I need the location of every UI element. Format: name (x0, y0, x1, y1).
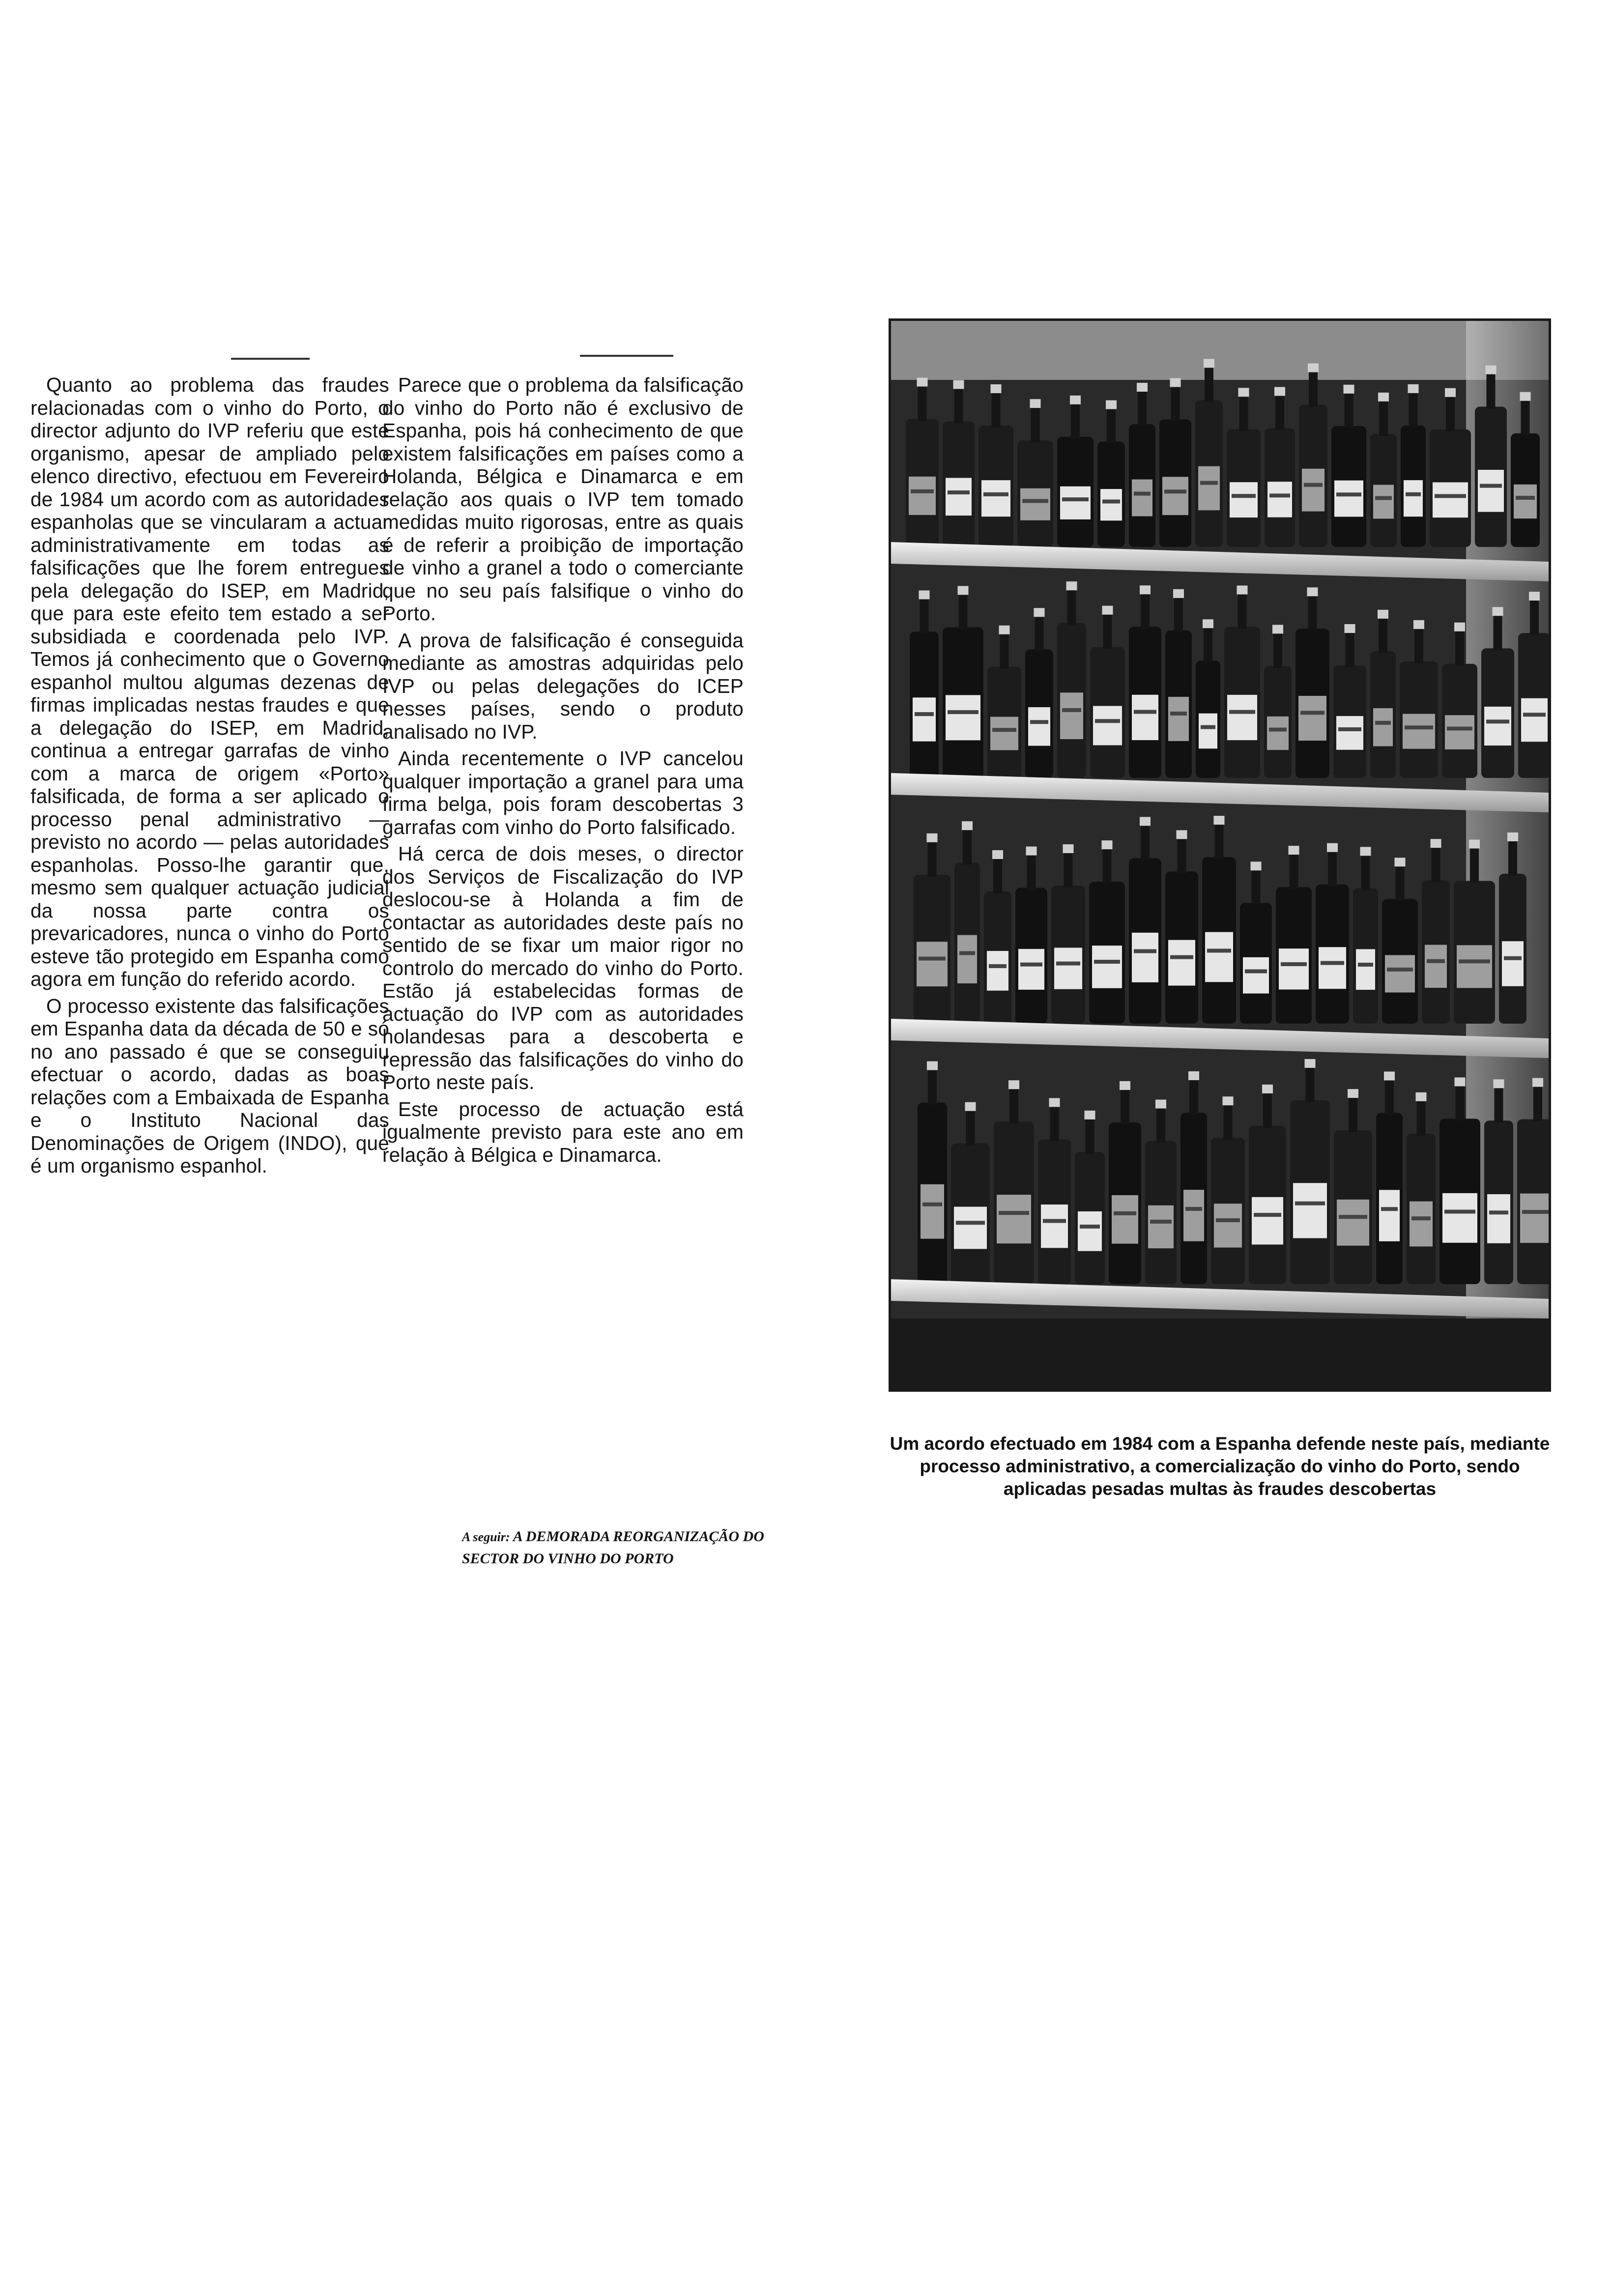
photo-caption: Um acordo efectuado em 1984 com a Espanha defende neste país, mediante processo administrativo, a comercialização do vinho do Porto, sendo aplicadas pesadas multas às fraudes descobertas (890, 1434, 1550, 1499)
bottle-neck (1456, 1084, 1465, 1120)
bottle-cap (1155, 1100, 1166, 1109)
next-part-label: A seguir: (462, 1530, 510, 1544)
bottle-cap (1049, 1098, 1060, 1107)
bottle-neck (1495, 1086, 1503, 1122)
bottle-label-stripe (1062, 708, 1081, 712)
bottle-neck (966, 1109, 975, 1146)
bottle-neck (928, 1068, 937, 1105)
bottle-label (1100, 489, 1122, 520)
article-paragraph: Ainda recentemente o IVP cancelou qualquer importação a granel para uma firma belga, pois foram descobertas 3 garrafas com vinho do Porto falsificado. (382, 747, 744, 838)
bottle-neck (1107, 407, 1116, 443)
bottle-cap (1204, 359, 1214, 368)
bottle-label (1520, 1194, 1549, 1243)
bottle-label (981, 480, 1010, 517)
bottle-neck (1396, 864, 1405, 901)
bottle-neck (1328, 850, 1337, 887)
article-paragraph: Quanto ao problema das fraudes relacionadas com o vinho do Porto, o director adjunto do IVP referiu que este organismo, apesar de ampliado pelo elenco directivo, efectuou em Fevereiro de 1984 um acordo com as autoridades espanholas que se vincularam a actuar administrativamente em todas as falsificações que lhe forem entregues pela delegação do ISEP, em Madrid, que para este efeito tem estado a ser subsidiada e coordenada pelo IVP. Temos já conhecimento que o Governo espanhol multou algumas dezenas de firmas implicadas nestas fraudes e que a delegação do ISEP, em Madrid, continua a entregar garrafas de vinho com a marca de origem «Porto» falsificada, de forma a ser aplicado o processo penal administrativo — previsto no acordo — pelas autoridades espanholas. Posso-lhe garantir que, mesmo sem qualquer actuação judicial da nossa parte contra os prevaricadores, nunca o vinho do Porto esteve tão protegido em Espanha como agora em função do referido acordo. (30, 373, 389, 990)
bottle-cap (1030, 399, 1041, 408)
bottle-label (1199, 714, 1217, 749)
bottle-label (1041, 1205, 1068, 1248)
bottle-label-stripe (1201, 725, 1215, 729)
bottle-label (1373, 708, 1393, 746)
bottle-cap (927, 833, 938, 842)
bottle-label (1162, 477, 1188, 515)
bottle-label-stripe (992, 728, 1016, 732)
bottle-neck (959, 593, 968, 629)
bottle-cap (999, 626, 1010, 634)
bottle-label-stripe (1269, 493, 1290, 497)
bottle-label-stripe (1020, 963, 1042, 967)
bottle-neck (1470, 847, 1479, 883)
bottle-label-stripe (1150, 1220, 1172, 1224)
bottle-cap (1378, 610, 1388, 619)
bottle-cap (1102, 840, 1113, 849)
bottle-cap (1507, 832, 1518, 841)
bottle-cap (1360, 847, 1371, 856)
bottle-label (1205, 932, 1233, 982)
bottle-cap (1063, 844, 1074, 853)
bottle-label-stripe (1336, 492, 1361, 496)
bottle-label-stripe (1232, 494, 1256, 498)
bottle-cap (1214, 816, 1225, 825)
bottle-cap (965, 1102, 976, 1111)
bottle-label-stripe (1200, 481, 1218, 485)
bottle-neck (1215, 823, 1224, 859)
bottle-neck (1446, 395, 1455, 431)
bottle-cap (1223, 1096, 1234, 1105)
bottle-label-stripe (1381, 1207, 1398, 1211)
bottle-label (1078, 1211, 1102, 1251)
bottle-label (909, 477, 936, 515)
bottle-label (1252, 1197, 1283, 1245)
bottle-label-stripe (911, 489, 934, 493)
bottle-neck (1204, 626, 1212, 662)
bottle-neck (1379, 617, 1387, 653)
bottle-label-stripe (1339, 1215, 1367, 1219)
bottle-neck (1239, 395, 1248, 431)
bottle-label-stripe (1444, 1210, 1475, 1214)
bottle-label-stripe (1216, 1218, 1240, 1222)
bottle-neck (1252, 868, 1261, 905)
bottle-neck (1050, 1105, 1059, 1141)
bottle-cap (991, 384, 1002, 393)
bottle-cap (1140, 817, 1151, 826)
scan-speck (231, 358, 310, 360)
photo-illustration (891, 321, 1549, 1389)
bottle-label-stripe (1504, 956, 1522, 960)
bottle-neck (1346, 631, 1354, 667)
bottle-label (946, 478, 972, 516)
bottle-neck (1487, 373, 1496, 409)
bottle-neck (963, 828, 972, 864)
bottle-cap (1344, 385, 1354, 394)
bottle-neck (920, 597, 929, 633)
bottle-label-stripe (1095, 719, 1120, 723)
bottle-label (913, 697, 936, 741)
bottle-cap (1520, 392, 1531, 401)
bottle-cap (1395, 858, 1406, 866)
bottle-label (1385, 955, 1415, 992)
bottle-neck (992, 391, 1001, 428)
bottle-cap (1102, 606, 1113, 615)
bottle-label-stripe (1406, 492, 1421, 496)
bottle-neck (1533, 1085, 1542, 1121)
bottle-label (1433, 482, 1468, 517)
bottle-label-stripe (989, 964, 1007, 968)
bottle-label-stripe (1134, 949, 1156, 953)
bottle-label (1060, 487, 1091, 519)
bottle-neck (1409, 391, 1418, 428)
bottle-label (1302, 469, 1324, 512)
bottle-cap (1529, 592, 1540, 601)
bottle-label-stripe (1170, 955, 1193, 959)
bottle-cap (1469, 840, 1480, 849)
bottle-label-stripe (1245, 969, 1267, 973)
bottle-neck (1138, 390, 1147, 426)
bottle-cap (1532, 1078, 1543, 1087)
bottle-neck (1141, 824, 1150, 860)
bottle-cap (1070, 396, 1081, 404)
article-paragraph: A prova de falsificação é conseguida mediante as amostras adquiridas pelo IVP ou pelas delegações do ICEP nesses países, sendo o produto analisado no IVP. (382, 629, 744, 743)
bottle-label (1060, 692, 1083, 739)
bottle-label (1132, 695, 1158, 740)
bottle-neck (1031, 406, 1040, 442)
bottle-label-stripe (922, 1203, 942, 1206)
bottle-cap (1120, 1081, 1130, 1090)
bottle-neck (1349, 1096, 1357, 1132)
bottle-cap (1454, 623, 1465, 631)
bottle-label-stripe (1435, 494, 1466, 498)
bottle-cap (1106, 400, 1117, 409)
bottle-neck (993, 857, 1002, 893)
bottle-label-stripe (999, 1211, 1029, 1215)
bottle-label (957, 935, 977, 983)
bottle-neck (1385, 1078, 1394, 1115)
bottle-cap (1348, 1089, 1358, 1098)
bottle-label (1168, 940, 1195, 986)
bottle-cap (1307, 587, 1318, 596)
next-part-title: A DEMORADA REORGANIZAÇÃO DO SECTOR DO VINHO DO PORTO (462, 1528, 764, 1567)
bottle-cap (1378, 393, 1389, 402)
bottle-cap (1445, 388, 1456, 397)
bottle-label-stripe (1134, 492, 1151, 496)
bottle-label (1227, 695, 1257, 740)
bottle-label-stripe (1030, 720, 1048, 724)
bottle-neck (1000, 632, 1009, 669)
bottle-label-stripe (1387, 968, 1413, 972)
bottle-neck (1275, 394, 1284, 430)
bottle-label (1445, 715, 1474, 749)
bottle-label-stripe (1411, 1216, 1431, 1220)
bottle-label (1484, 707, 1511, 746)
bottle-label (987, 951, 1008, 991)
bottle-cap (1173, 589, 1184, 598)
bottle-neck (1121, 1088, 1129, 1124)
bottle-label (1336, 716, 1363, 750)
bottle-label (1457, 945, 1492, 988)
bottle-label-stripe (1080, 1225, 1100, 1229)
bottle-label-stripe (1338, 727, 1361, 731)
bottle-cap (1085, 1111, 1095, 1119)
bottle-label (1214, 1204, 1242, 1247)
bottle-cap (953, 380, 964, 389)
bottle-label (1379, 1190, 1400, 1241)
bottle-label-stripe (1427, 959, 1445, 963)
bottle-label (921, 1184, 944, 1239)
bottle-label (954, 1207, 987, 1249)
bottle-cap (917, 378, 928, 387)
bottle-neck (1103, 847, 1112, 884)
bottle-label (1018, 949, 1044, 990)
bottle-cap (1486, 366, 1497, 374)
bottle-neck (1171, 385, 1180, 421)
bottle-label-stripe (1489, 1210, 1508, 1214)
bottle-label-stripe (1447, 726, 1472, 730)
bottle-neck (1361, 854, 1370, 890)
bottle-label (1521, 698, 1548, 742)
bottle-label-stripe (1102, 499, 1120, 503)
bottle-label (1230, 482, 1258, 517)
bottle-neck (1379, 400, 1388, 436)
bottle-neck (1432, 846, 1440, 882)
article-column-2 (382, 373, 744, 1166)
bottle-neck (1345, 392, 1353, 428)
bottle-label-stripe (1170, 712, 1187, 716)
bottle-label-stripe (956, 1221, 985, 1225)
bottle-label (1054, 947, 1082, 989)
bottle-label (1514, 485, 1537, 518)
bottle-neck (1178, 837, 1186, 873)
bottle-cap (1177, 830, 1187, 839)
bottle-neck (1174, 596, 1183, 632)
bottle-neck (1189, 1078, 1198, 1115)
bottle-label-stripe (1516, 496, 1535, 500)
bottle-label-stripe (1281, 962, 1307, 966)
bottle-label (917, 942, 948, 986)
bottle-label-stripe (1062, 497, 1089, 501)
bottle-label (1132, 480, 1152, 517)
bottle-cap (1251, 861, 1262, 870)
bottle-label (1198, 466, 1220, 511)
bottle-cap (1137, 383, 1148, 392)
bottle-label (1092, 946, 1122, 988)
bottle-neck (1521, 399, 1530, 435)
bottle-label (1267, 482, 1292, 517)
article-column-1 (30, 373, 389, 1177)
wine-shelf-photo (889, 318, 1551, 1392)
bottle-label-stripe (948, 710, 979, 714)
bottle-cap (1289, 846, 1299, 855)
bottle-cap (1416, 1092, 1427, 1101)
bottle-label-stripe (1522, 1210, 1549, 1214)
bottle-label (1478, 470, 1504, 512)
article-paragraph: Há cerca de dois meses, o director dos Serviços de Fiscalização do IVP deslocou-se à Holanda a fim de contactar as autoridades deste país no sentido de se fixar um maior rigor no controlo do mercado do vinho do Porto. Estão já estabelecidas formas de actuação do IVP com as autoridades holandesas para a descoberta e repressão das falsificações do vinho do Porto neste país. (382, 842, 744, 1093)
bottle-cap (1431, 839, 1441, 848)
bottle-label-stripe (1043, 1219, 1066, 1223)
bottle-cap (962, 821, 973, 830)
bottle-label (1112, 1195, 1138, 1244)
bottle-label (1168, 697, 1189, 741)
bottle-cap (1026, 847, 1037, 856)
bottle-label (1334, 481, 1363, 517)
bottle-cap (1494, 1079, 1504, 1088)
article-paragraph: Este processo de actuação está igualmente previsto para este ano em relação à Bélgica e Dinamarca. (382, 1097, 744, 1166)
bottle-label (1293, 1183, 1327, 1238)
bottle-cap (919, 590, 930, 599)
bottle-label (946, 695, 980, 740)
bottle-neck (1417, 1099, 1426, 1136)
bottle-neck (1273, 631, 1282, 668)
bottle-neck (1455, 630, 1464, 666)
bottle-label-stripe (1486, 719, 1509, 723)
bottle-neck (1263, 1091, 1272, 1128)
bottle-cap (1413, 620, 1424, 629)
bottle-label (997, 1195, 1031, 1243)
scan-speck (580, 355, 673, 357)
bottle-label-stripe (1321, 961, 1344, 965)
bottle-cap (1272, 625, 1283, 633)
bottle-label (1502, 941, 1524, 986)
bottle-neck (918, 385, 927, 421)
bottle-label-stripe (1022, 499, 1048, 503)
bottle-label (1319, 947, 1346, 989)
bottle-label-stripe (1459, 959, 1490, 963)
bottle-neck (954, 387, 963, 423)
bottle-label (1425, 945, 1447, 988)
bottle-neck (1308, 594, 1317, 631)
bottle-cap (1008, 1080, 1019, 1089)
bottle-label-stripe (1523, 713, 1546, 717)
bottle-label (1487, 1194, 1510, 1243)
bottle-neck (1086, 1118, 1094, 1154)
bottle-label (1148, 1205, 1174, 1248)
bottle-cap (992, 850, 1003, 859)
bottle-label-stripe (1304, 483, 1323, 487)
bottle-label (1442, 1193, 1477, 1243)
bottle-cap (1188, 1071, 1199, 1080)
bottle-label-stripe (1229, 710, 1255, 714)
bottle-label-stripe (1185, 1207, 1202, 1211)
bottle-neck (1530, 599, 1539, 635)
bottle-label (1279, 948, 1309, 989)
bottle-label (1403, 714, 1435, 749)
bottle-label (1267, 717, 1289, 750)
bottle-neck (1238, 593, 1247, 629)
article-paragraph: Parece que o problema da falsificação do vinho do Porto não é exclusivo de Espanha, pois há conhecimento de que existem falsificações em países como a Holanda, Bélgica e Dinamarca e em relação aos quais o IVP tem tomado medidas muito rigorosas, entre as quais é de referir a proibição de importação de vinho a granel a todo o comerciante que no seu país falsifique o vinho do Porto. (382, 373, 744, 625)
bottle-neck (1414, 627, 1423, 663)
bottle-cap (927, 1062, 938, 1070)
bottle-label (1356, 949, 1375, 990)
bottle-label-stripe (1134, 710, 1156, 714)
bottle-cap (1493, 607, 1503, 616)
lower-shelf-shadow (891, 1319, 1549, 1389)
bottle-cap (958, 586, 969, 595)
bottle-label (1298, 696, 1326, 741)
bottle-label-stripe (1269, 728, 1287, 732)
bottle-label-stripe (983, 492, 1008, 496)
bottle-label-stripe (1164, 489, 1186, 493)
bottle-label-stripe (1254, 1213, 1281, 1217)
bottle-label-stripe (959, 951, 975, 955)
bottle-neck (1224, 1103, 1233, 1140)
bottle-neck (1064, 851, 1073, 888)
bottle-label-stripe (1375, 496, 1392, 500)
bottle-neck (1494, 614, 1502, 650)
bottle-neck (1103, 613, 1112, 649)
bottle-cap (1345, 624, 1355, 633)
bottle-neck (1071, 402, 1080, 439)
bottle-cap (1170, 378, 1181, 387)
bottle-label-stripe (948, 490, 970, 494)
bottle-label (990, 717, 1018, 750)
bottle-cap (1305, 1059, 1316, 1068)
bottle-neck (1290, 853, 1298, 889)
bottle-label-stripe (1056, 962, 1080, 966)
bottle-label-stripe (1114, 1211, 1136, 1215)
bottle-label (1132, 933, 1158, 982)
bottle-cap (1034, 608, 1045, 617)
bottle-neck (1009, 1087, 1018, 1123)
bottle-label (1093, 706, 1122, 746)
bottle-cap (1237, 586, 1248, 595)
bottle-cap (1384, 1071, 1395, 1080)
bottle-label (1183, 1190, 1204, 1241)
bottle-label-stripe (1295, 1202, 1325, 1205)
bottle-cap (1238, 388, 1249, 397)
bottle-neck (1035, 615, 1044, 651)
bottle-cap (1262, 1085, 1273, 1093)
bottle-neck (928, 840, 937, 877)
bottle-neck (1306, 1066, 1315, 1102)
bottle-label-stripe (1405, 725, 1433, 729)
bottle-cap (1308, 363, 1319, 372)
bottle-neck (1067, 588, 1076, 625)
bottle-cap (1327, 843, 1338, 852)
bottle-label (1028, 707, 1050, 746)
bottle-label-stripe (1375, 721, 1391, 725)
bottle-label (1404, 480, 1423, 517)
bottle-label-stripe (1480, 484, 1502, 488)
bottle-label-stripe (1300, 711, 1324, 715)
bottle-cap (1203, 619, 1213, 628)
bottle-label (1337, 1200, 1369, 1246)
bottle-label (1243, 957, 1269, 994)
bottle-label (1020, 488, 1050, 520)
bottle-cap (1455, 1077, 1466, 1086)
bottle-label-stripe (1094, 960, 1120, 964)
bottle-label (1410, 1202, 1433, 1247)
bottle-neck (1141, 592, 1150, 629)
next-part-teaser (462, 1526, 816, 1570)
bottle-label (1373, 485, 1394, 518)
bottle-neck (1027, 854, 1036, 890)
bottle-neck (1205, 366, 1213, 402)
bottle-label-stripe (915, 712, 934, 716)
article-paragraph: O processo existente das falsificações em Espanha data da década de 50 e só no ano passado é que se conseguiu efectuar o acordo, dadas as boas relações com a Embaixada de Espanha e o Instituto Nacional das Denominações de Origem (INDO), que é um organismo espanhol. (30, 994, 389, 1177)
bottle-neck (1156, 1107, 1165, 1143)
bottle-neck (1309, 370, 1318, 406)
bottle-label-stripe (919, 957, 946, 961)
bottle-cap (1066, 581, 1077, 590)
bottle-cap (1140, 585, 1151, 594)
bottle-label-stripe (1358, 963, 1373, 967)
bottle-label-stripe (1207, 948, 1231, 952)
bottle-cap (1408, 384, 1419, 393)
bottle-cap (1274, 387, 1285, 396)
bottle-neck (1508, 839, 1517, 876)
